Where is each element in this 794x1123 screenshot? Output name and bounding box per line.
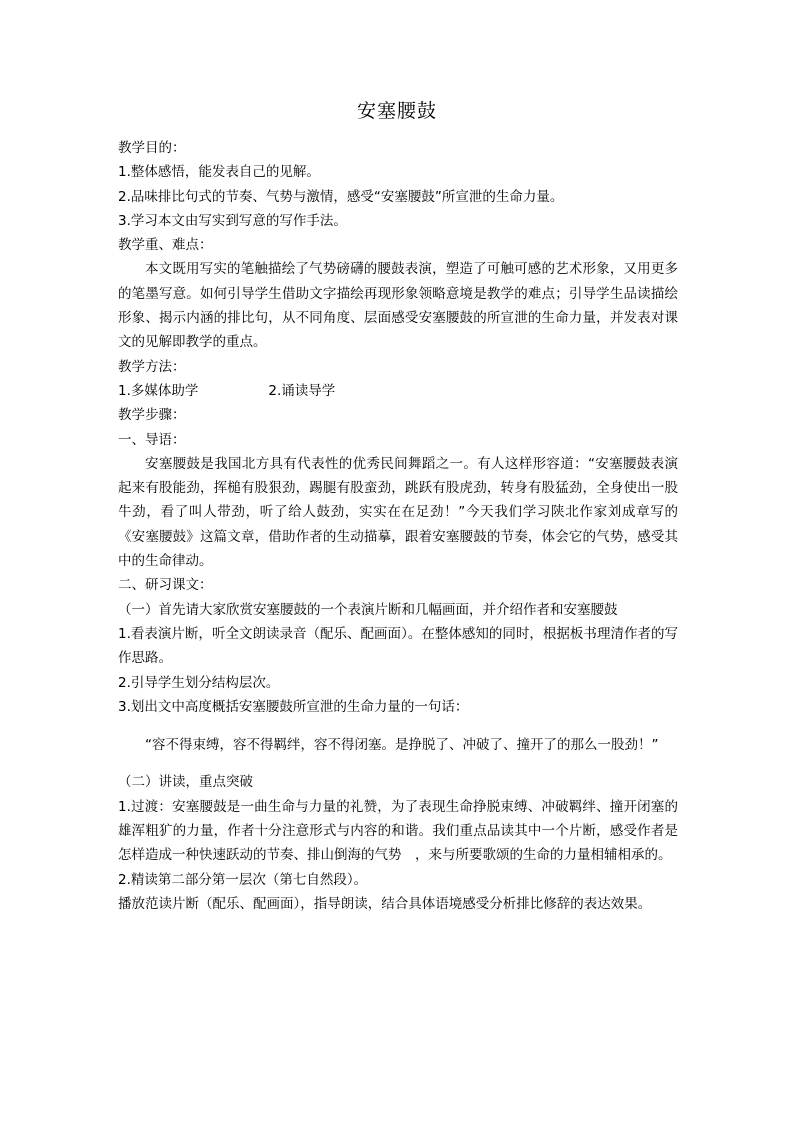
goals-heading: 教学目的：: [118, 140, 186, 156]
study-heading: 二、研习课文：: [118, 577, 213, 594]
intro-heading: 一、导语：: [118, 431, 186, 448]
part2-item-2-text: 播放范读片断（配乐、配画面），指导朗读，结合具体语境感受分析排比修辞的表达效果。: [118, 895, 652, 912]
part2-item-2: 2.精读第二部分第一层次（第七自然段）。: [118, 871, 368, 888]
goal-item-2: 2.品味排比句式的节奏、气势与激情，感受“安塞腰鼓”所宣泄的生命力量。: [118, 188, 564, 205]
goal-item-3: 3.学习本文由写实到写意的写作手法。: [118, 212, 347, 229]
steps-heading: 教学步骤：: [118, 407, 186, 424]
part1-item-2: 2.引导学生划分结构层次。: [118, 674, 280, 691]
method-item-1: 1.多媒体助学: [118, 382, 199, 399]
method-list: [118, 379, 678, 403]
part2-item-1: 1.过渡：安塞腰鼓是一曲生命与力量的礼赞，为了表现生命挣脱束缚、冲破羁绊、撞开闭塞的雄浑粗犷的力量，作者十分注意形式与内容的和谐。我们重点品读其中一个片断，感受作者是怎样造成一种快速跃动的节奏、排山倒海的气势 ，来与所要歌颂的生命的力量相辅相承的。: [118, 798, 678, 864]
method-item-2: 2.诵读导学: [268, 382, 336, 399]
part1-item-3: 3.划出文中高度概括安塞腰鼓所宣泄的生命力量的一句话：: [118, 698, 469, 715]
part2-heading: （二）讲读，重点突破: [118, 774, 253, 791]
part1-heading: （一）首先请大家欣赏安塞腰鼓的一个表演片断和几幅画面，并介绍作者和安塞腰鼓: [118, 601, 618, 618]
method-heading: 教学方法：: [118, 358, 186, 375]
part1-quote: “容不得束缚，容不得羁绊，容不得闭塞。是挣脱了、冲破了、撞开了的那么一股劲！”: [145, 736, 659, 753]
intro-paragraph: 安塞腰鼓是我国北方具有代表性的优秀民间舞蹈之一。有人这样形容道：“安塞腰鼓表演起来有股能劲，挥槌有股狠劲，踢腿有股蛮劲，跳跃有股虎劲，转身有股猛劲，全身使出一股牛劲，看了叫人带劲，听了给人鼓劲，实实在在足劲！”今天我们学习陕北作家刘成章写的《安塞腰鼓》这篇文章，借助作者的生动描摹，跟着安塞腰鼓的节奏，体会它的气势，感受其中的生命律动。: [118, 455, 678, 570]
document-body: [118, 136, 678, 916]
goal-item-1: 1.整体感悟，能发表自己的见解。: [118, 164, 320, 181]
key-points-heading: 教学重、难点：: [118, 237, 213, 254]
key-points-paragraph: 本文既用写实的笔触描绘了气势磅礴的腰鼓表演，塑造了可触可感的艺术形象，又用更多的笔墨写意。如何引导学生借助文字描绘再现形象领略意境是教学的难点；引导学生品读描绘形象、揭示内涵的排比句，从不同角度、层面感受安塞腰鼓的所宣泄的生命力量，并发表对课文的见解即教学的重点。: [118, 261, 678, 351]
document-title: 安塞腰鼓: [356, 100, 437, 122]
part1-item-1: 1.看表演片断，听全文朗读录音（配乐、配画面）。在整体感知的同时，根据板书理清作者的写作思路。: [118, 625, 678, 667]
